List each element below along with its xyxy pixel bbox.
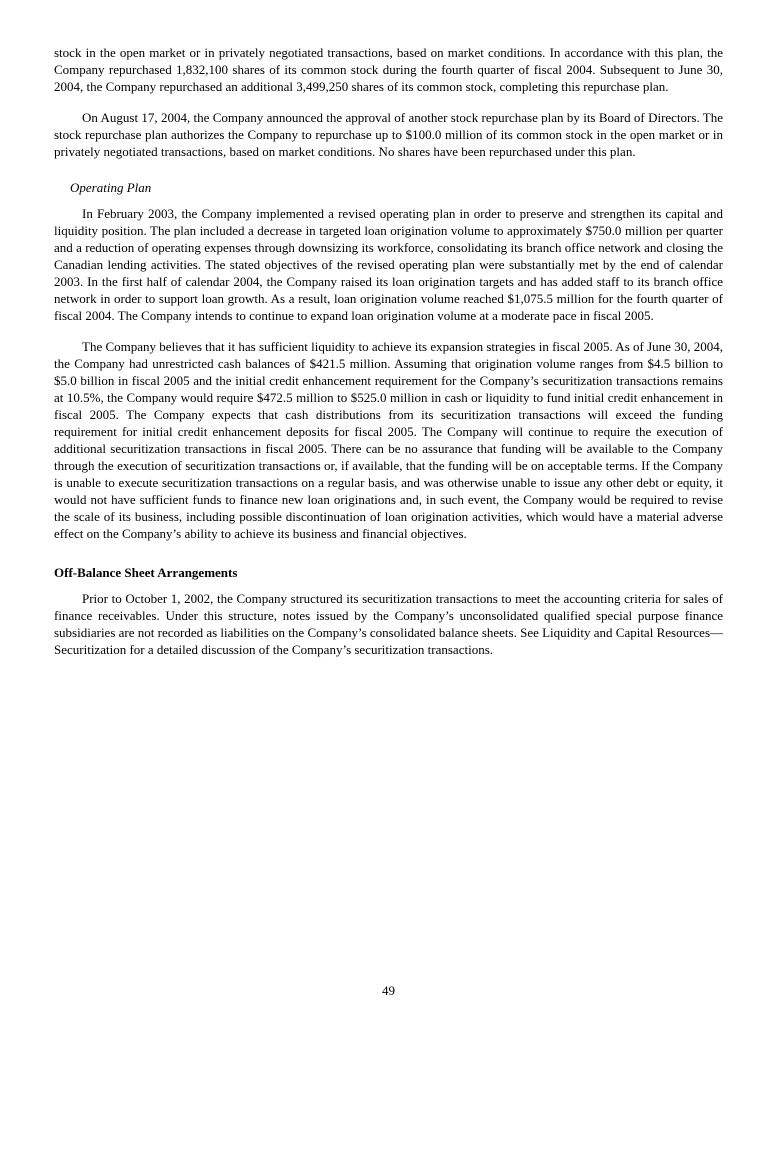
paragraph-repurchase-continuation: stock in the open market or in privately negotiated transactions, based on market conditions. In accordance with this plan, the Company repurchased 1,832,100 shares of its common stock during the fourth quarter of fiscal 2004. Subsequent to June 30, 2004, the Company repurchased an additional 3,499,250 shares of its common stock, completing this repurchase plan. — [54, 45, 723, 94]
heading-operating-plan: Operating Plan — [70, 180, 152, 195]
heading-off-balance-sheet-arrangements: Off-Balance Sheet Arrangements — [54, 565, 238, 580]
paragraph-operating-plan-details: In February 2003, the Company implemented a revised operating plan in order to preserve and strengthen its capital and liquidity position. The plan included a decrease in targeted loan origination volume to approximately $750.0 million per quarter and a reduction of operating expenses through downsizing its workforce, consolidating its branch office network and closing the Canadian lending activities. The stated objectives of the revised operating plan were substantially met by the end of calendar 2003. In the first half of calendar 2004, the Company raised its loan origination targets and has added staff to its branch office network in order to support loan growth. As a result, loan origination volume reached $1,075.5 million for the fourth quarter of fiscal 2004. The Company intends to continue to expand loan origination volume at a moderate pace in fiscal 2005. — [54, 206, 723, 323]
paragraph-august-repurchase-plan: On August 17, 2004, the Company announced the approval of another stock repurchase plan by its Board of Directors. The stock repurchase plan authorizes the Company to repurchase up to $100.0 million of its common stock in the open market or in privately negotiated transactions, based on market conditions. No shares have been repurchased under this plan. — [54, 110, 723, 159]
paragraph-off-balance-sheet: Prior to October 1, 2002, the Company structured its securitization transactions to meet the accounting criteria for sales of finance receivables. Under this structure, notes issued by the Company’s unconsolidated qualified special purpose finance subsidiaries are not recorded as liabilities on the Company’s consolidated balance sheets. See Liquidity and Capital Resources—Securitization for a detailed discussion of the Company’s securitization transactions. — [54, 591, 723, 657]
paragraph-liquidity-expansion: The Company believes that it has sufficient liquidity to achieve its expansion strategies in fiscal 2005. As of June 30, 2004, the Company had unrestricted cash balances of $421.5 million. Assuming that origination volume ranges from $4.5 billion to $5.0 billion in fiscal 2005 and the initial credit enhancement requirement for the Company’s securitization transactions remains at 10.5%, the Company would require $472.5 million to $525.0 million in cash or liquidity to fund initial credit enhancement in fiscal 2005. The Company expects that cash distributions from its securitization transactions will exceed the funding requirement for initial credit enhancement deposits for fiscal 2005. The Company will continue to require the execution of additional securitization transactions in fiscal 2005. There can be no assurance that funding will be available to the Company through the execution of securitization transactions or, if available, that the funding will be on acceptable terms. If the Company is unable to execute securitization transactions on a regular basis, and was otherwise unable to issue any other debt or equity, it would not have sufficient funds to finance new loan originations and, in such event, the Company would be required to revise the scale of its business, including possible discontinuation of loan origination activities, which would have a material adverse effect on the Company’s ability to achieve its business and financial objectives. — [54, 339, 723, 541]
text-column — [54, 44, 723, 672]
page-number: 49 — [382, 983, 395, 998]
